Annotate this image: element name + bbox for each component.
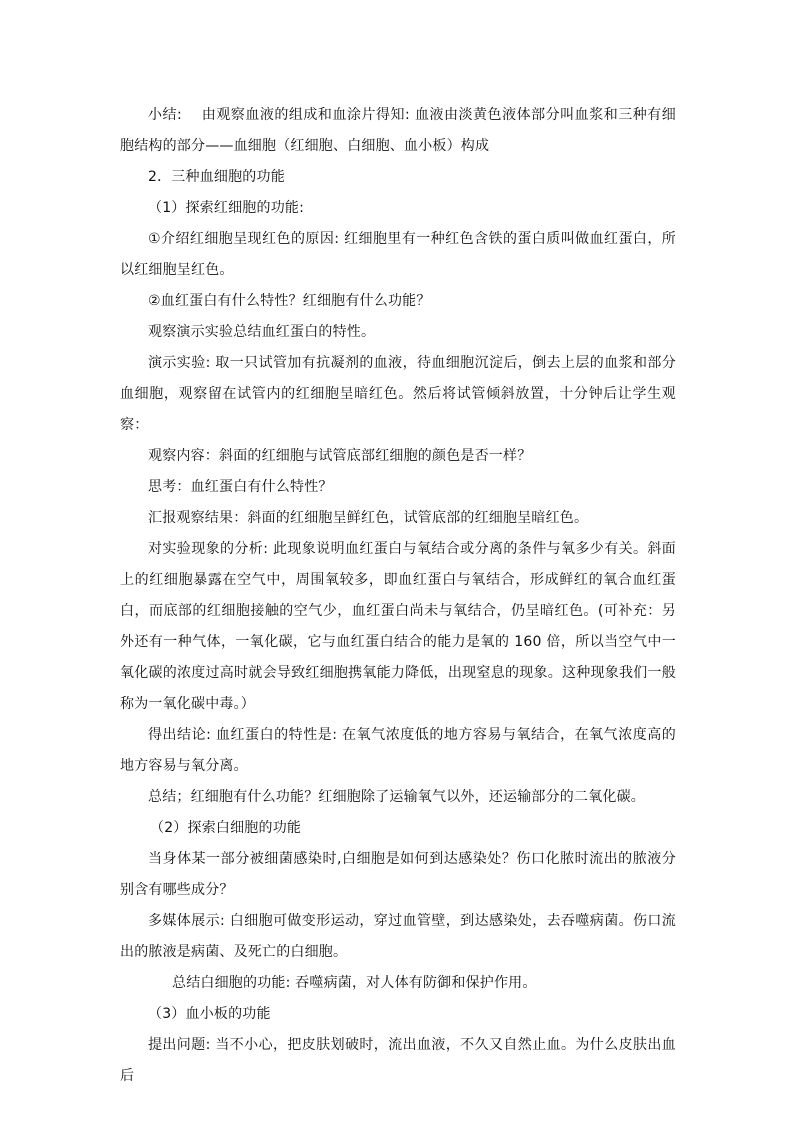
paragraph-multimedia: 多媒体展示: 白细胞可做变形运动，穿过血管壁，到达感染处，去吞噬病菌。伤口流出的脓液是病菌、及死亡的白细胞。 <box>120 913 676 960</box>
paragraph-analysis: 对实验现象的分析: 此现象说明血红蛋白与氧结合或分离的条件与氧多少有关。斜面上的红细胞暴露在空气中，周围氧较多，即血红蛋白与氧结合，形成鲜红的氧合血红蛋白，而底部的红细胞接触的空气少，血红蛋白尚未与氧结合，仍呈暗红色。(可补充：另外还有一种气体，一氧化碳，它与血红蛋白结合的能力是氧的 160 倍，所以当空气中一氧化碳的浓度过高时就会导致红细胞携氧能力降低，出现窒息的现象。这种现象我们一般称为一氧化碳中毒。） <box>120 541 676 712</box>
paragraph-platelet-question: 提出问题: 当不小心，把皮肤划破时，流出血液，不久又自然止血。为什么皮肤出血后 <box>120 1037 676 1084</box>
paragraph-white-summary: 总结白细胞的功能: 吞噬病菌，对人体有防御和保护作用。 <box>172 975 537 991</box>
paragraph-report-results: 汇报观察结果：斜面的红细胞呈鲜红色，试管底部的红细胞呈暗红色。 <box>148 510 589 526</box>
paragraph-question: ②血红蛋白有什么特性？红细胞有什么功能？ <box>148 293 431 309</box>
section-heading-2: 2．三种血细胞的功能 <box>148 169 285 185</box>
paragraph-red-color-reason: ①介绍红细胞呈现红色的原因: 红细胞里有一种红色含铁的蛋白质叫做血红蛋白，所以红细胞呈红色。 <box>120 231 676 278</box>
paragraph-infection-question: 当身体某一部分被细菌感染时,白细胞是如何到达感染处？伤口化脓时流出的脓液分别含有哪些成分？ <box>120 851 676 898</box>
document-body <box>120 100 676 1092</box>
paragraph-demo-experiment: 演示实验: 取一只试管加有抗凝剂的血液，待血细胞沉淀后，倒去上层的血浆和部分血细胞，观察留在试管内的红细胞呈暗红色。然后将试管倾斜放置，十分钟后让学生观察： <box>120 355 676 433</box>
paragraph-observe-demo: 观察演示实验总结血红蛋白的特性。 <box>148 324 376 340</box>
subheading-red-cells: （1）探索红细胞的功能: <box>148 200 305 216</box>
paragraph-red-summary: 总结；红细胞有什么功能？红细胞除了运输氧气以外，还运输部分的二氧化碳。 <box>148 789 645 805</box>
paragraph-conclusion: 得出结论: 血红蛋白的特性是: 在氧气浓度低的地方容易与氧结合，在氧气浓度高的地方容易与氧分离。 <box>120 727 676 774</box>
paragraph-summary: 小结: 由观察血液的组成和血涂片得知: 血液由淡黄色液体部分叫血浆和三种有细胞结构的部分——血细胞（红细胞、白细胞、血小板）构成 <box>120 107 676 154</box>
subheading-platelets: （3）血小板的功能 <box>148 1006 271 1022</box>
subheading-white-cells: （2）探索白细胞的功能 <box>150 820 302 836</box>
paragraph-observation-content: 观察内容：斜面的红细胞与试管底部红细胞的颜色是否一样？ <box>148 448 532 464</box>
paragraph-think: 思考：血红蛋白有什么特性？ <box>148 479 333 495</box>
